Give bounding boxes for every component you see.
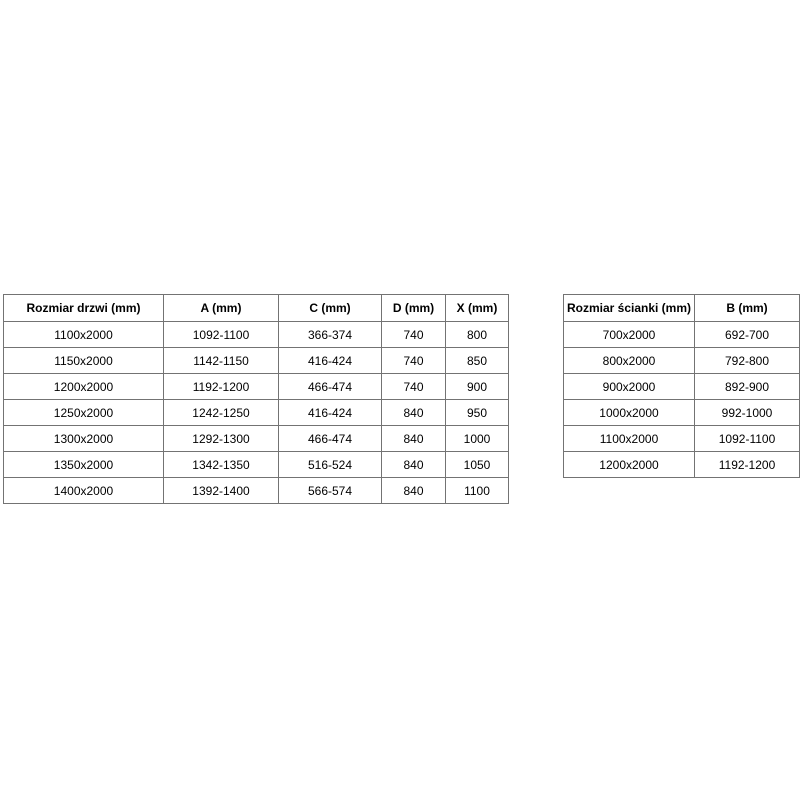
table-row [564, 426, 800, 452]
table-row [4, 478, 509, 504]
table-row [4, 374, 509, 400]
table-row [564, 322, 800, 348]
table-cell: 700x2000 [564, 322, 695, 348]
table-cell: 800 [446, 322, 509, 348]
door-size-table [3, 294, 509, 504]
table-cell: 1092-1100 [164, 322, 279, 348]
column-header: B (mm) [695, 295, 800, 322]
table-cell: 416-424 [279, 400, 382, 426]
wall-size-table-head [564, 295, 800, 322]
table-cell: 892-900 [695, 374, 800, 400]
table-cell: 900 [446, 374, 509, 400]
table-cell: 1092-1100 [695, 426, 800, 452]
table-cell: 840 [382, 400, 446, 426]
table-row [4, 426, 509, 452]
door-size-table-body [4, 322, 509, 504]
table-cell: 800x2000 [564, 348, 695, 374]
column-header: Rozmiar ścianki (mm) [564, 295, 695, 322]
table-cell: 1300x2000 [4, 426, 164, 452]
table-cell: 1192-1200 [164, 374, 279, 400]
table-row [564, 374, 800, 400]
table-cell: 850 [446, 348, 509, 374]
table-row [4, 452, 509, 478]
table-cell: 1200x2000 [4, 374, 164, 400]
table-cell: 1100x2000 [4, 322, 164, 348]
table-cell: 1100 [446, 478, 509, 504]
table-cell: 1242-1250 [164, 400, 279, 426]
column-header: D (mm) [382, 295, 446, 322]
table-row [4, 348, 509, 374]
table-cell: 1200x2000 [564, 452, 695, 478]
table-row [4, 322, 509, 348]
table-cell: 740 [382, 322, 446, 348]
table-cell: 740 [382, 374, 446, 400]
table-cell: 1000 [446, 426, 509, 452]
table-cell: 950 [446, 400, 509, 426]
table-cell: 992-1000 [695, 400, 800, 426]
table-cell: 1150x2000 [4, 348, 164, 374]
table-cell: 1350x2000 [4, 452, 164, 478]
table-row [4, 400, 509, 426]
table-header-row [4, 295, 509, 322]
table-cell: 1050 [446, 452, 509, 478]
table-cell: 840 [382, 478, 446, 504]
table-cell: 466-474 [279, 426, 382, 452]
table-cell: 1100x2000 [564, 426, 695, 452]
table-row [564, 348, 800, 374]
table-cell: 1142-1150 [164, 348, 279, 374]
table-cell: 740 [382, 348, 446, 374]
table-cell: 516-524 [279, 452, 382, 478]
table-cell: 840 [382, 452, 446, 478]
table-cell: 1400x2000 [4, 478, 164, 504]
table-row [564, 452, 800, 478]
table-cell: 1392-1400 [164, 478, 279, 504]
wall-size-table [563, 294, 800, 478]
wall-size-table-body [564, 322, 800, 478]
column-header: A (mm) [164, 295, 279, 322]
table-cell: 366-374 [279, 322, 382, 348]
table-cell: 900x2000 [564, 374, 695, 400]
door-size-table-head [4, 295, 509, 322]
table-cell: 692-700 [695, 322, 800, 348]
table-cell: 1192-1200 [695, 452, 800, 478]
column-header: C (mm) [279, 295, 382, 322]
column-header: Rozmiar drzwi (mm) [4, 295, 164, 322]
table-cell: 1342-1350 [164, 452, 279, 478]
table-cell: 566-574 [279, 478, 382, 504]
table-cell: 1292-1300 [164, 426, 279, 452]
table-cell: 1250x2000 [4, 400, 164, 426]
table-header-row [564, 295, 800, 322]
table-cell: 1000x2000 [564, 400, 695, 426]
table-cell: 466-474 [279, 374, 382, 400]
table-cell: 416-424 [279, 348, 382, 374]
table-row [564, 400, 800, 426]
table-cell: 840 [382, 426, 446, 452]
column-header: X (mm) [446, 295, 509, 322]
table-cell: 792-800 [695, 348, 800, 374]
